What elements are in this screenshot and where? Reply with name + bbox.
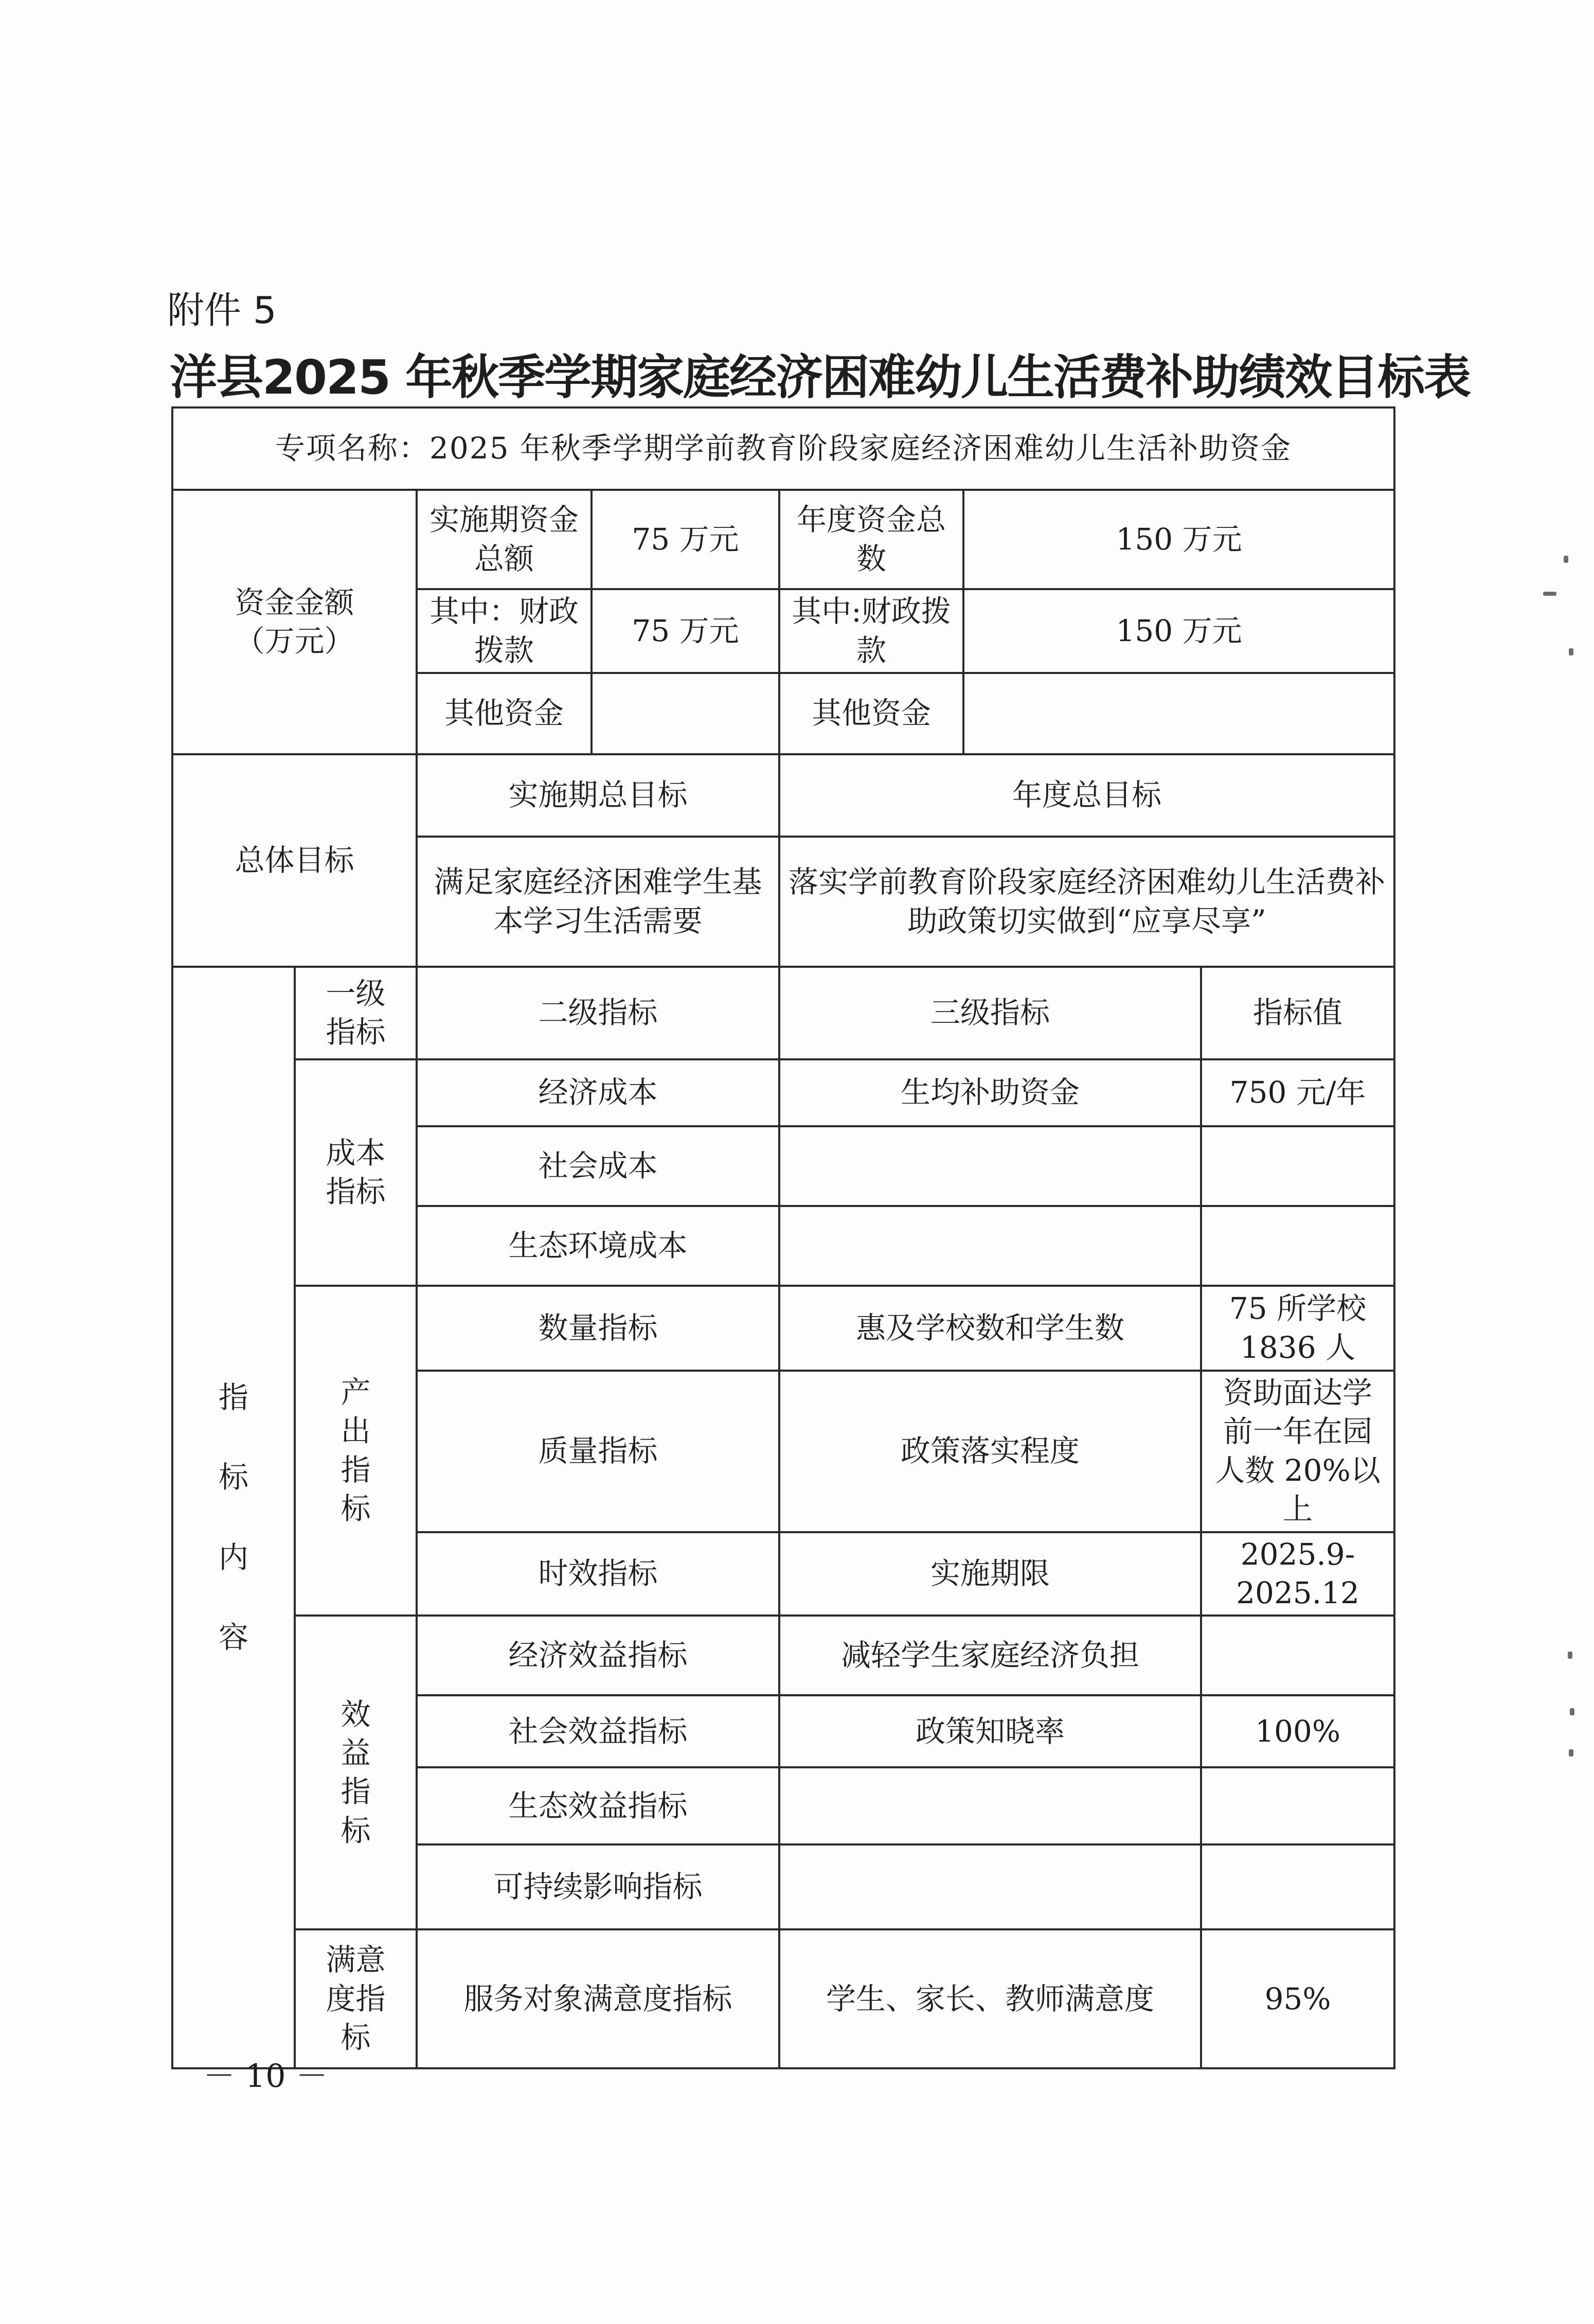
year-other-value — [963, 673, 1394, 754]
group-cost — [295, 1059, 417, 1286]
table-row — [172, 1616, 1394, 1695]
level2-cell: 经济效益指标 — [417, 1616, 779, 1695]
table-row — [172, 1286, 1394, 1371]
table-row — [172, 1059, 1394, 1126]
group-name-line: 指 — [341, 1452, 371, 1487]
group-output — [295, 1286, 417, 1616]
year-goal-text: 落实学前教育阶段家庭经济困难幼儿生活费补助政策切实做到“应享尽享” — [779, 837, 1394, 967]
group-name-line: 标 — [341, 1813, 371, 1848]
funds-label-line2: （万元） — [235, 624, 354, 659]
group-name-line: 度指 — [326, 1981, 386, 2016]
level3-cell — [779, 1126, 1201, 1206]
project-name: 专项名称：2025 年秋季学期学前教育阶段家庭经济困难幼儿生活补助资金 — [172, 407, 1394, 490]
level3-cell: 学生、家长、教师满意度 — [779, 1929, 1201, 2068]
group-name-line: 满意 — [326, 1942, 386, 1978]
group-name-line: 标 — [341, 2020, 371, 2055]
project-name-row — [172, 407, 1394, 490]
header-value: 指标值 — [1201, 967, 1394, 1059]
year-total-label: 年度资金总数 — [779, 490, 963, 589]
scan-speck — [1564, 556, 1568, 563]
header-level3: 三级指标 — [779, 967, 1201, 1059]
year-fiscal-label: 其中:财政拨款 — [779, 589, 963, 673]
year-total-value: 150 万元 — [963, 490, 1394, 589]
performance-target-table — [171, 406, 1395, 2069]
table-row — [172, 1929, 1394, 2068]
value-cell: 2025.9-2025.12 — [1201, 1532, 1394, 1616]
section-char: 指 — [218, 1379, 248, 1415]
impl-goal-header: 实施期总目标 — [417, 754, 779, 837]
level3-cell: 生均补助资金 — [779, 1059, 1201, 1126]
level2-cell: 质量指标 — [417, 1371, 779, 1532]
value-cell — [1201, 1616, 1394, 1695]
level2-cell: 社会成本 — [417, 1126, 779, 1206]
level2-cell: 社会效益指标 — [417, 1695, 779, 1767]
level3-cell — [779, 1844, 1201, 1929]
header-level1 — [295, 967, 417, 1059]
value-cell — [1201, 1126, 1394, 1206]
level2-cell: 时效指标 — [417, 1532, 779, 1616]
impl-goal-text: 满足家庭经济困难学生基本学习生活需要 — [417, 837, 779, 967]
level3-cell: 政策知晓率 — [779, 1695, 1201, 1767]
group-name-line: 产 — [341, 1374, 371, 1410]
group-satisfaction — [295, 1929, 417, 2068]
goals-header-row — [172, 754, 1394, 837]
level2-cell: 可持续影响指标 — [417, 1844, 779, 1929]
year-other-label: 其他资金 — [779, 673, 963, 754]
header-level1-line1: 一级 — [326, 975, 386, 1011]
level3-cell — [779, 1767, 1201, 1844]
page-title: 洋县2025 年秋季学期家庭经济困难幼儿生活费补助绩效目标表 — [170, 350, 1471, 405]
impl-fiscal-label: 其中：财政拨款 — [417, 589, 592, 673]
group-name-line: 益 — [341, 1735, 371, 1770]
year-goal-header: 年度总目标 — [779, 754, 1394, 837]
value-cell: 资助面达学前一年在园人数 20%以上 — [1201, 1371, 1394, 1532]
group-name-line: 成本 — [326, 1135, 386, 1170]
level3-cell: 实施期限 — [779, 1532, 1201, 1616]
level2-cell: 数量指标 — [417, 1286, 779, 1371]
funds-row-total — [172, 490, 1394, 589]
impl-other-value — [592, 673, 779, 754]
level2-cell: 生态环境成本 — [417, 1206, 779, 1286]
attachment-label: 附件 5 — [167, 289, 277, 332]
section-char: 标 — [218, 1460, 248, 1495]
level2-cell: 生态效益指标 — [417, 1767, 779, 1844]
value-cell: 750 元/年 — [1201, 1059, 1394, 1126]
group-name-line: 效 — [341, 1696, 371, 1732]
section-char: 内 — [218, 1539, 248, 1575]
indicator-header-row — [172, 967, 1394, 1059]
scan-speck — [1569, 648, 1573, 655]
impl-total-label: 实施期资金总额 — [417, 490, 592, 589]
scan-speck — [1570, 1708, 1574, 1715]
year-fiscal-value: 150 万元 — [963, 589, 1394, 673]
group-name-line: 指 — [341, 1774, 371, 1809]
level3-cell: 惠及学校数和学生数 — [779, 1286, 1201, 1371]
funds-label — [172, 490, 417, 754]
page-number: － 10 － — [203, 2057, 328, 2095]
level3-cell — [779, 1206, 1201, 1286]
level3-cell: 减轻学生家庭经济负担 — [779, 1616, 1201, 1695]
level2-cell: 经济成本 — [417, 1059, 779, 1126]
impl-other-label: 其他资金 — [417, 673, 592, 754]
group-name-line: 标 — [341, 1491, 371, 1527]
value-cell — [1201, 1844, 1394, 1929]
group-name-line: 出 — [341, 1413, 371, 1449]
header-level1-line2: 指标 — [326, 1015, 386, 1050]
impl-fiscal-value: 75 万元 — [592, 589, 779, 673]
group-benefit — [295, 1616, 417, 1929]
level2-cell: 服务对象满意度指标 — [417, 1929, 779, 2068]
value-cell — [1201, 1767, 1394, 1844]
funds-label-line1: 资金金额 — [235, 584, 354, 620]
value-cell — [1201, 1206, 1394, 1286]
header-level2: 二级指标 — [417, 967, 779, 1059]
value-cell: 75 所学校 1836 人 — [1201, 1286, 1394, 1371]
group-name-line: 指标 — [326, 1174, 386, 1209]
scan-speck — [1568, 1652, 1572, 1659]
impl-total-value: 75 万元 — [592, 490, 779, 589]
scan-speck — [1569, 1749, 1573, 1757]
value-cell: 100% — [1201, 1695, 1394, 1767]
value-cell: 95% — [1201, 1929, 1394, 2068]
level3-cell: 政策落实程度 — [779, 1371, 1201, 1532]
section-char: 容 — [218, 1620, 248, 1655]
indicator-section-label — [172, 967, 295, 2068]
goals-label: 总体目标 — [172, 754, 417, 967]
scan-speck — [1543, 592, 1556, 596]
